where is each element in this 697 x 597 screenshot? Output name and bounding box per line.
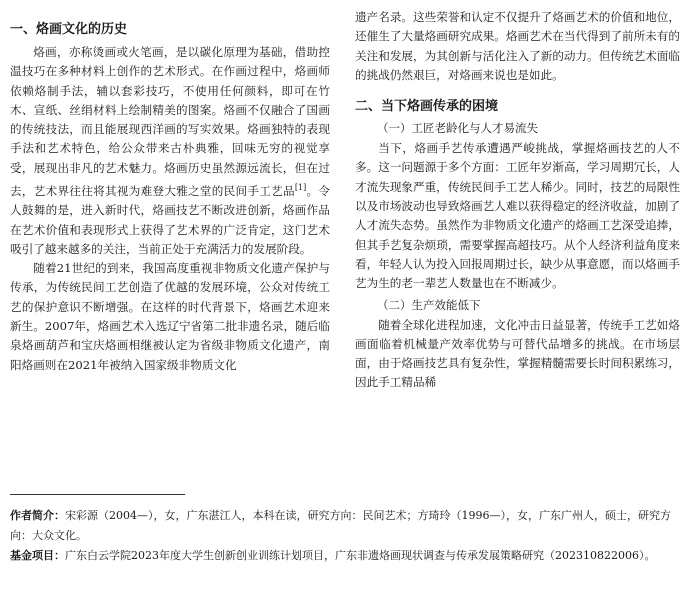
fund-info-text: 广东白云学院2023年度大学生创新创业训练计划项目，广东非遗烙画现状调查与传承发展策略研究（202310822006）。 [65, 549, 656, 562]
paragraph-history-1-text: 烙画，亦称烫画或火笔画，是以碳化原理为基础，借助控温技巧在多种材料上创作的艺术形式。在作画过程中，烙画师依赖烙制手法，辅以套彩技巧，不使用任何颜料，即可在竹木、宣纸、丝绢材料上绘制精美的图案。烙画不仅融合了国画的传统技法，而且能展现西洋画的写实效果。烙画独特的表现手法和艺术特色，给公众带来古朴典雅，回味无穷的视觉享受，展现出非凡的艺术魅力。烙画历史虽然源远流长，但在过去，艺术界往往将其视为难登大雅之堂的民间手工艺品 [10, 45, 330, 198]
author-info-label: 作者简介： [10, 509, 65, 522]
right-column [355, 8, 680, 393]
paragraph-history-2: 随着21世纪的到来，我国高度重视非物质文化遗产保护与传承，为传统民间工艺创造了优越的发展环境，公众对传统工艺的保护意识不断增强。在这样的时代背景下，烙画艺术迎来新生。2007年，烙画艺术入选辽宁省第二批非遗名录，随后临泉烙画葫芦和宝庆烙画相继被认定为省级非物质文化遗产，南阳烙画则在2021年被纳入国家级非物质文化 [10, 261, 330, 372]
left-column [10, 8, 330, 375]
fund-info-label: 基金项目： [10, 549, 65, 562]
footnote-divider [10, 494, 185, 495]
section-heading-dilemma: 二、当下烙画传承的困境 [355, 99, 499, 115]
citation-ref: [1] [294, 183, 307, 193]
paragraph-aging: 当下，烙画手艺传承遭遇严峻挑战，掌握烙画技艺的人不多。这一问题源于多个方面：工匠年岁渐高，学习周期冗长，人才流失现象严重，传统民间手工艺人稀少。同时，技艺的局限性以及市场波动也导致烙画艺人难以获得稳定的经济收益，加剧了人才流失态势。虽然作为非物质文化遗产的烙画工艺深受追捧，但其手艺复杂烦琐，需要掌握高超技巧。从个人经济利益角度来看，年轻人认为投入回报周期过长，缺少从事意愿，而以烙画手艺为生的老一辈艺人数量也在不断减少。 [355, 141, 680, 291]
paragraph-continued: 遗产名录。这些荣誉和认定不仅提升了烙画艺术的价值和地位，还催生了大量烙画研究成果。烙画艺术在当代得到了前所未有的关注和发展，为其创新与活化注入了新的动力。但传统艺术面临的挑战仍然艰巨，对烙画来说也是如此。 [355, 10, 680, 82]
paragraph-efficiency: 随着全球化进程加速，文化冲击日益显著，传统手工艺如烙画面临着机械量产效率优势与可替代品增多的挑战。在市场层面，由于烙画技艺具有复杂性，掌握精髓需要长时间积累练习，因此手工精品稀 [355, 317, 680, 390]
fund-info [10, 546, 678, 566]
footnotes [10, 506, 678, 566]
paragraph-history-1-tail: 。令人鼓舞的是，进入新时代，烙画技艺不断改进创新，烙画作品在艺术价值和表现形式上获得了艺术界的广泛肯定，这门艺术吸引了越来越多的关注，当前正处于充满活力的发展阶段。 [10, 183, 330, 256]
section-heading-history: 一、烙画文化的历史 [10, 22, 128, 37]
subsection-heading-efficiency: （二）生产效能低下 [377, 297, 481, 312]
paragraph-history-1 [10, 43, 330, 259]
author-info-text: 宋彩源（2004—），女，广东湛江人，本科在读，研究方向：民间艺术；方琦玲（1996—），女，广东广州人，硕士，研究方向：大众文化。 [10, 509, 671, 542]
subsection-heading-aging: （一）工匠老龄化与人才易流失 [377, 121, 538, 136]
author-info [10, 506, 678, 546]
